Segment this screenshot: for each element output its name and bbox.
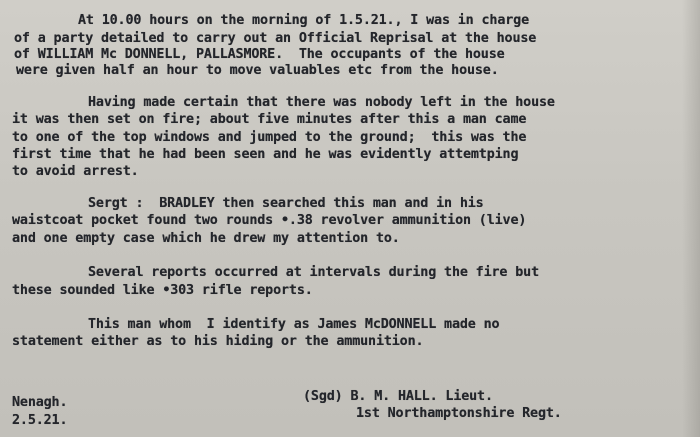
report-line: to one of the top windows and jumped to the ground; this was the [12, 130, 527, 145]
report-line: waistcoat pocket found two rounds •.38 revolver ammunition (live) [12, 213, 527, 228]
date: 2.5.21. [12, 413, 68, 428]
place: Nenagh. [12, 395, 68, 410]
regiment: 1st Northamptonshire Regt. [356, 406, 562, 421]
signature: (Sgd) B. M. HALL. Lieut. [303, 389, 493, 404]
report-line: Having made certain that there was nobody left in the house [88, 95, 555, 110]
report-line: were given half an hour to move valuables etc from the house. [16, 63, 499, 78]
report-line: first time that he had been seen and he was evidently attemtping [12, 147, 519, 162]
report-line: these sounded like •303 rifle reports. [12, 283, 313, 298]
report-line: Several reports occurred at intervals during the fire but [88, 265, 539, 280]
report-line: At 10.00 hours on the morning of 1.5.21., I was in charge [78, 13, 529, 28]
report-line: Sergt : BRADLEY then searched this man and in his [88, 196, 484, 211]
report-line: it was then set on fire; about five minutes after this a man came [12, 112, 527, 127]
report-line: of WILLIAM Mc DONNELL, PALLASMORE. The occupants of the house [14, 47, 505, 62]
report-line: This man whom I identify as James McDONNELL made no [88, 317, 500, 332]
report-line: statement either as to his hiding or the ammunition. [12, 334, 424, 349]
report-line: of a party detailed to carry out an Official Reprisal at the house [14, 31, 537, 46]
report-line: and one empty case which he drew my attention to. [12, 231, 400, 246]
page-edge-shadow [682, 0, 700, 437]
report-line: to avoid arrest. [12, 164, 139, 179]
